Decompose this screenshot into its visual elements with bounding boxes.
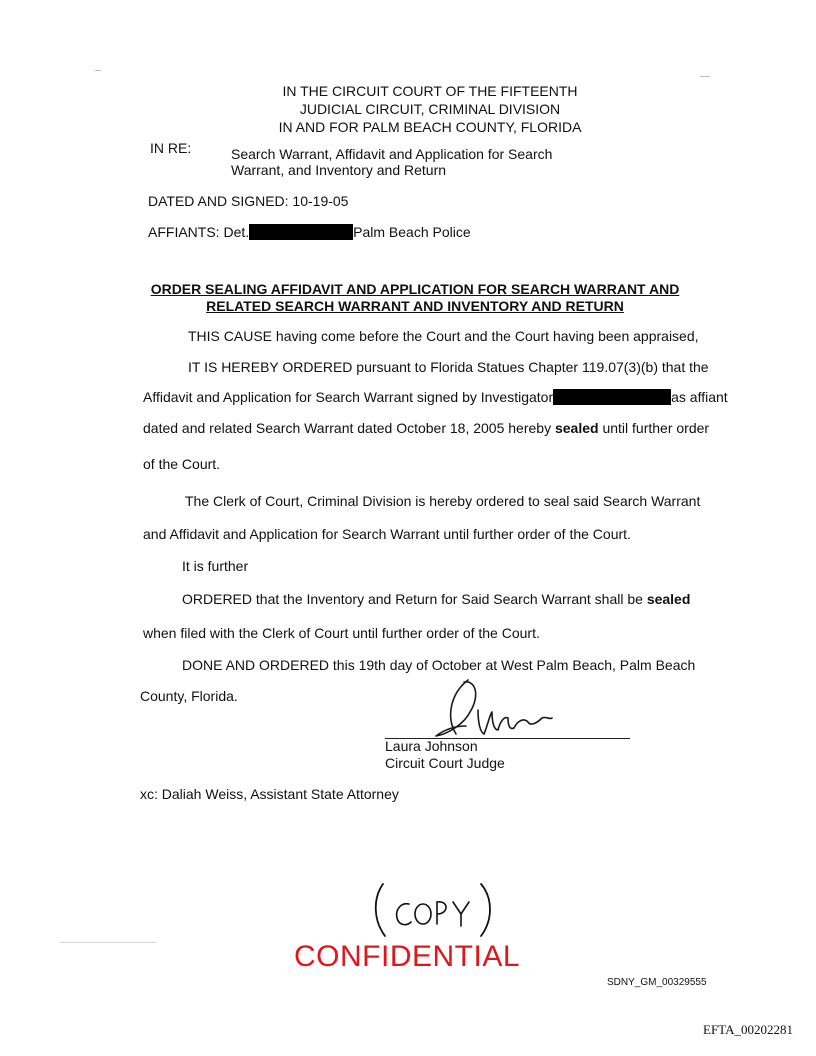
body-text: Affidavit and Application for Search Warrant signed by Investigator <box>143 389 554 405</box>
judge-title: Circuit Court Judge <box>385 755 505 771</box>
body-paragraph <box>143 420 709 437</box>
scan-speck <box>700 76 710 77</box>
body-text-bold: sealed <box>646 591 691 607</box>
body-text: as affiant <box>671 389 728 405</box>
body-text: until further order <box>598 420 710 436</box>
xc-line: xc: Daliah Weiss, Assistant State Attorney <box>140 786 399 802</box>
body-paragraph: It is further <box>182 558 249 574</box>
body-paragraph: THIS CAUSE having come before the Court and the Court having been appraised, <box>188 328 699 344</box>
in-re-line-2: Warrant, and Inventory and Return <box>231 162 447 178</box>
body-paragraph: The Clerk of Court, Criminal Division is hereby ordered to seal said Search Warrant <box>185 493 701 509</box>
redaction-bar <box>553 389 671 405</box>
body-paragraph: of the Court. <box>143 456 221 472</box>
dated-signed: DATED AND SIGNED: 10-19-05 <box>148 193 349 209</box>
in-re-label: IN RE: <box>150 140 192 156</box>
court-header-line: JUDICIAL CIRCUIT, CRIMINAL DIVISION <box>299 101 561 117</box>
body-text: dated and related Search Warrant dated October 18, 2005 hereby <box>143 420 555 436</box>
bates-number-efta: EFTA_00202281 <box>703 1022 793 1037</box>
court-header-line: IN AND FOR PALM BEACH COUNTY, FLORIDA <box>278 119 582 135</box>
judge-signature <box>380 674 580 738</box>
affiants-line <box>148 224 471 241</box>
body-paragraph <box>182 591 690 608</box>
order-title-line: RELATED SEARCH WARRANT AND INVENTORY AND RETURN <box>206 298 624 314</box>
affiants-suffix: Palm Beach Police <box>353 224 471 240</box>
court-header <box>200 82 660 136</box>
bates-number-sdny: SDNY_GM_00329555 <box>607 977 707 988</box>
body-paragraph: IT IS HEREBY ORDERED pursuant to Florida Statues Chapter 119.07(3)(b) that the <box>188 359 709 375</box>
in-re-line-1: Search Warrant, Affidavit and Application for Search <box>231 146 553 162</box>
order-title <box>150 281 680 315</box>
body-paragraph <box>143 389 728 406</box>
body-paragraph: DONE AND ORDERED this 19th day of October at West Palm Beach, Palm Beach <box>182 657 696 673</box>
court-header-line: IN THE CIRCUIT COURT OF THE FIFTEENTH <box>282 83 578 99</box>
order-title-line: ORDER SEALING AFFIDAVIT AND APPLICATION FOR SEARCH WARRANT AND <box>150 281 680 297</box>
affiants-prefix: Det. <box>223 224 250 240</box>
body-paragraph: when filed with the Clerk of Court until further order of the Court. <box>143 625 540 641</box>
body-text-bold: sealed <box>554 420 599 436</box>
scan-speck <box>95 70 101 71</box>
redaction-bar <box>249 224 353 240</box>
scan-speck <box>60 942 156 943</box>
body-paragraph: and Affidavit and Application for Search Warrant until further order of the Court. <box>143 526 631 542</box>
confidential-stamp: CONFIDENTIAL <box>294 940 521 973</box>
judge-name: Laura Johnson <box>385 738 478 754</box>
copy-stamp <box>365 880 505 940</box>
body-text: ORDERED that the Inventory and Return for Said Search Warrant shall be <box>182 591 647 607</box>
affiants-label: AFFIANTS: <box>148 224 220 240</box>
body-paragraph: County, Florida. <box>140 688 238 704</box>
